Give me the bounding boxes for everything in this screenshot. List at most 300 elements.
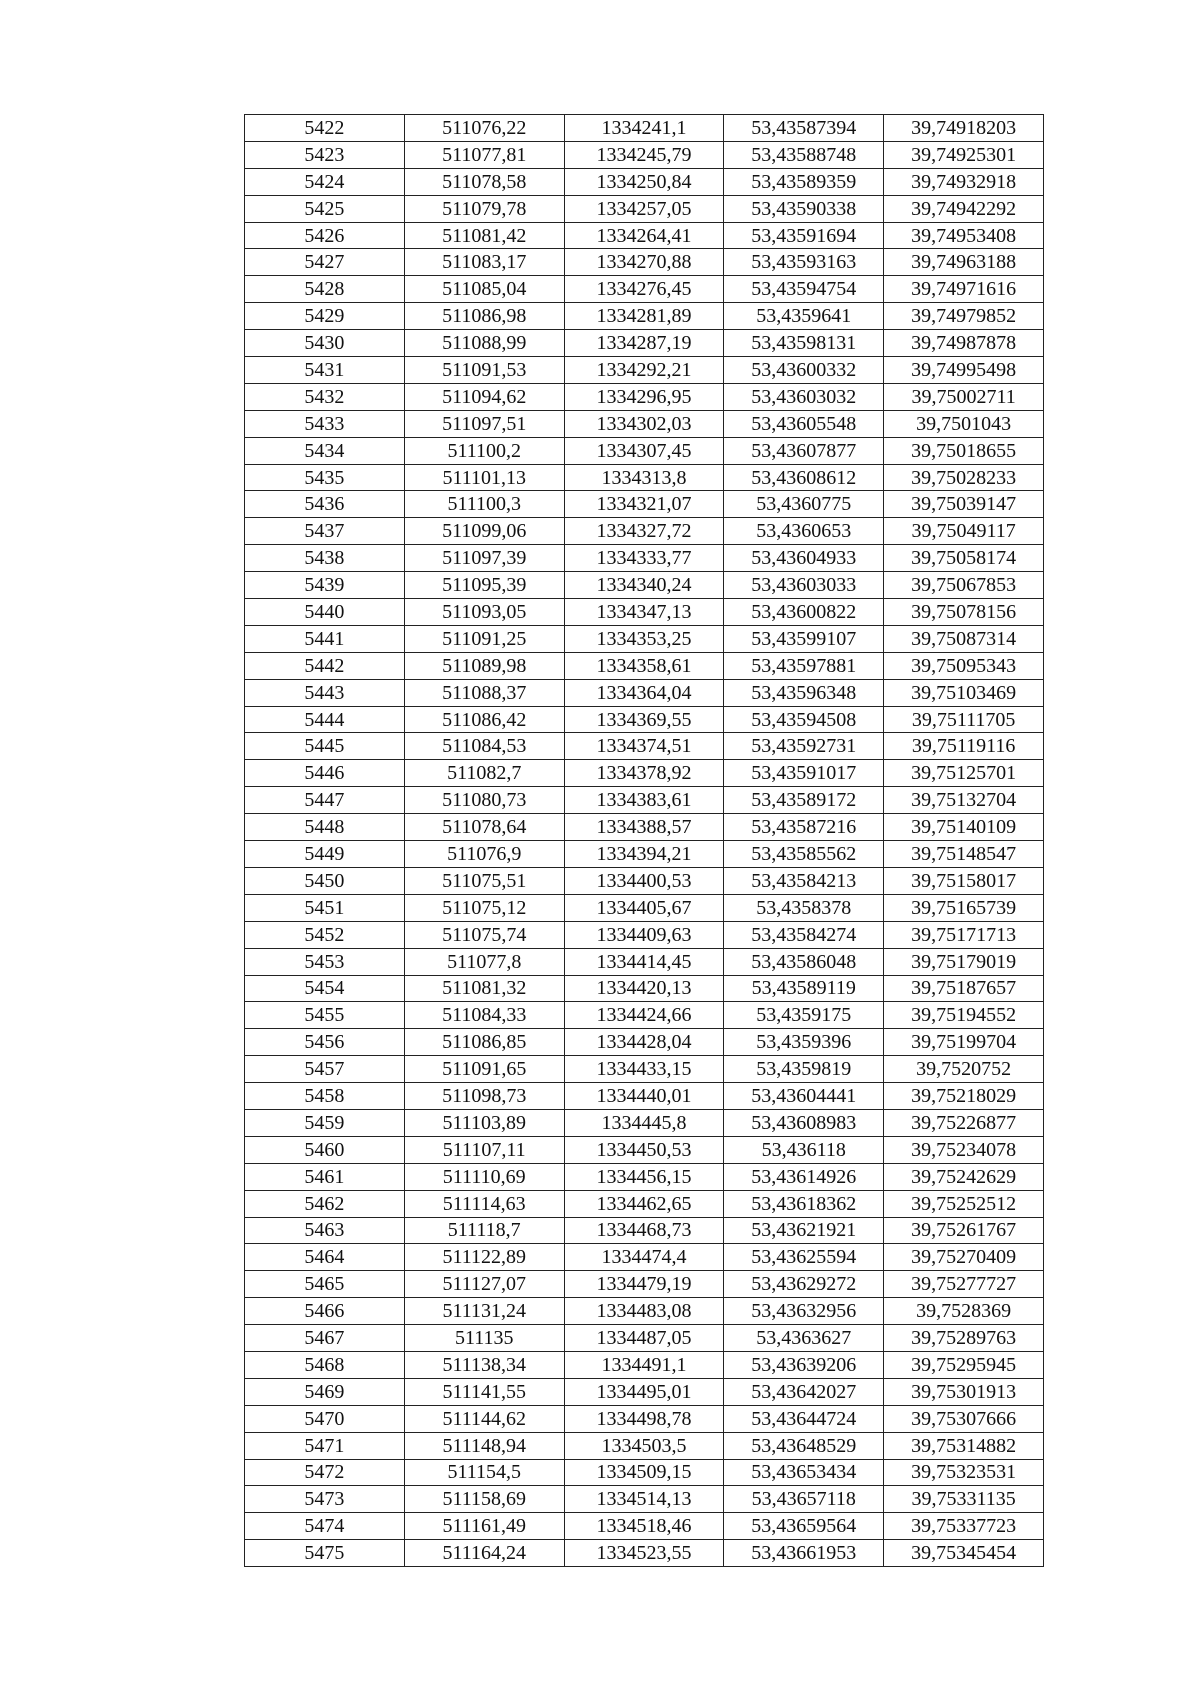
table-row — [245, 357, 1044, 384]
x-coordinate-cell: 511091,25 — [404, 625, 564, 652]
longitude-cell: 39,75158017 — [884, 867, 1044, 894]
table-row — [245, 975, 1044, 1002]
x-coordinate-cell: 511075,51 — [404, 867, 564, 894]
point-number-cell: 5466 — [245, 1298, 405, 1325]
longitude-cell: 39,74995498 — [884, 357, 1044, 384]
latitude-cell: 53,43632956 — [724, 1298, 884, 1325]
longitude-cell: 39,74925301 — [884, 141, 1044, 168]
point-number-cell: 5460 — [245, 1136, 405, 1163]
latitude-cell: 53,43639206 — [724, 1351, 884, 1378]
point-number-cell: 5440 — [245, 599, 405, 626]
y-coordinate-cell: 1334276,45 — [564, 276, 724, 303]
latitude-cell: 53,43648529 — [724, 1432, 884, 1459]
x-coordinate-cell: 511100,2 — [404, 437, 564, 464]
y-coordinate-cell: 1334498,78 — [564, 1405, 724, 1432]
y-coordinate-cell: 1334292,21 — [564, 357, 724, 384]
point-number-cell: 5441 — [245, 625, 405, 652]
x-coordinate-cell: 511097,51 — [404, 410, 564, 437]
table-row — [245, 787, 1044, 814]
point-number-cell: 5472 — [245, 1459, 405, 1486]
longitude-cell: 39,74971616 — [884, 276, 1044, 303]
x-coordinate-cell: 511080,73 — [404, 787, 564, 814]
y-coordinate-cell: 1334374,51 — [564, 733, 724, 760]
y-coordinate-cell: 1334270,88 — [564, 249, 724, 276]
latitude-cell: 53,43589172 — [724, 787, 884, 814]
latitude-cell: 53,43629272 — [724, 1271, 884, 1298]
table-row — [245, 115, 1044, 142]
y-coordinate-cell: 1334369,55 — [564, 706, 724, 733]
latitude-cell: 53,4359819 — [724, 1056, 884, 1083]
longitude-cell: 39,74942292 — [884, 195, 1044, 222]
table-row — [245, 1136, 1044, 1163]
x-coordinate-cell: 511084,53 — [404, 733, 564, 760]
x-coordinate-cell: 511135 — [404, 1325, 564, 1352]
x-coordinate-cell: 511084,33 — [404, 1002, 564, 1029]
latitude-cell: 53,43594754 — [724, 276, 884, 303]
y-coordinate-cell: 1334313,8 — [564, 464, 724, 491]
table-row — [245, 733, 1044, 760]
x-coordinate-cell: 511161,49 — [404, 1513, 564, 1540]
point-number-cell: 5456 — [245, 1029, 405, 1056]
x-coordinate-cell: 511078,64 — [404, 814, 564, 841]
y-coordinate-cell: 1334340,24 — [564, 572, 724, 599]
x-coordinate-cell: 511093,05 — [404, 599, 564, 626]
table-row — [245, 1163, 1044, 1190]
longitude-cell: 39,75234078 — [884, 1136, 1044, 1163]
point-number-cell: 5465 — [245, 1271, 405, 1298]
y-coordinate-cell: 1334514,13 — [564, 1486, 724, 1513]
y-coordinate-cell: 1334523,55 — [564, 1540, 724, 1567]
latitude-cell: 53,43586048 — [724, 948, 884, 975]
latitude-cell: 53,43661953 — [724, 1540, 884, 1567]
y-coordinate-cell: 1334327,72 — [564, 518, 724, 545]
point-number-cell: 5451 — [245, 894, 405, 921]
point-number-cell: 5429 — [245, 303, 405, 330]
point-number-cell: 5432 — [245, 383, 405, 410]
latitude-cell: 53,43600822 — [724, 599, 884, 626]
longitude-cell: 39,74963188 — [884, 249, 1044, 276]
point-number-cell: 5442 — [245, 652, 405, 679]
latitude-cell: 53,43585562 — [724, 841, 884, 868]
point-number-cell: 5438 — [245, 545, 405, 572]
point-number-cell: 5425 — [245, 195, 405, 222]
longitude-cell: 39,75307666 — [884, 1405, 1044, 1432]
x-coordinate-cell: 511076,9 — [404, 841, 564, 868]
longitude-cell: 39,75242629 — [884, 1163, 1044, 1190]
latitude-cell: 53,43594508 — [724, 706, 884, 733]
longitude-cell: 39,75226877 — [884, 1109, 1044, 1136]
longitude-cell: 39,75218029 — [884, 1083, 1044, 1110]
point-number-cell: 5462 — [245, 1190, 405, 1217]
x-coordinate-cell: 511086,42 — [404, 706, 564, 733]
longitude-cell: 39,75058174 — [884, 545, 1044, 572]
table-row — [245, 168, 1044, 195]
point-number-cell: 5448 — [245, 814, 405, 841]
y-coordinate-cell: 1334509,15 — [564, 1459, 724, 1486]
point-number-cell: 5470 — [245, 1405, 405, 1432]
x-coordinate-cell: 511103,89 — [404, 1109, 564, 1136]
latitude-cell: 53,43608612 — [724, 464, 884, 491]
point-number-cell: 5446 — [245, 760, 405, 787]
y-coordinate-cell: 1334479,19 — [564, 1271, 724, 1298]
x-coordinate-cell: 511158,69 — [404, 1486, 564, 1513]
table-row — [245, 1540, 1044, 1567]
latitude-cell: 53,43603033 — [724, 572, 884, 599]
y-coordinate-cell: 1334333,77 — [564, 545, 724, 572]
point-number-cell: 5450 — [245, 867, 405, 894]
table-row — [245, 1002, 1044, 1029]
point-number-cell: 5464 — [245, 1244, 405, 1271]
table-row — [245, 1190, 1044, 1217]
table-row — [245, 1244, 1044, 1271]
point-number-cell: 5474 — [245, 1513, 405, 1540]
longitude-cell: 39,7528369 — [884, 1298, 1044, 1325]
point-number-cell: 5426 — [245, 222, 405, 249]
y-coordinate-cell: 1334468,73 — [564, 1217, 724, 1244]
point-number-cell: 5444 — [245, 706, 405, 733]
x-coordinate-cell: 511086,98 — [404, 303, 564, 330]
point-number-cell: 5431 — [245, 357, 405, 384]
longitude-cell: 39,75125701 — [884, 760, 1044, 787]
point-number-cell: 5428 — [245, 276, 405, 303]
table-row — [245, 625, 1044, 652]
longitude-cell: 39,75078156 — [884, 599, 1044, 626]
longitude-cell: 39,75277727 — [884, 1271, 1044, 1298]
table-row — [245, 1217, 1044, 1244]
longitude-cell: 39,75194552 — [884, 1002, 1044, 1029]
longitude-cell: 39,74953408 — [884, 222, 1044, 249]
y-coordinate-cell: 1334241,1 — [564, 115, 724, 142]
latitude-cell: 53,43598131 — [724, 330, 884, 357]
point-number-cell: 5435 — [245, 464, 405, 491]
table-row — [245, 1432, 1044, 1459]
y-coordinate-cell: 1334518,46 — [564, 1513, 724, 1540]
x-coordinate-cell: 511144,62 — [404, 1405, 564, 1432]
x-coordinate-cell: 511088,99 — [404, 330, 564, 357]
point-number-cell: 5427 — [245, 249, 405, 276]
longitude-cell: 39,74918203 — [884, 115, 1044, 142]
table-row — [245, 679, 1044, 706]
longitude-cell: 39,75148547 — [884, 841, 1044, 868]
y-coordinate-cell: 1334462,65 — [564, 1190, 724, 1217]
table-row — [245, 437, 1044, 464]
point-number-cell: 5447 — [245, 787, 405, 814]
y-coordinate-cell: 1334409,63 — [564, 921, 724, 948]
point-number-cell: 5436 — [245, 491, 405, 518]
y-coordinate-cell: 1334364,04 — [564, 679, 724, 706]
x-coordinate-cell: 511083,17 — [404, 249, 564, 276]
x-coordinate-cell: 511094,62 — [404, 383, 564, 410]
point-number-cell: 5445 — [245, 733, 405, 760]
table-row — [245, 652, 1044, 679]
longitude-cell: 39,75331135 — [884, 1486, 1044, 1513]
x-coordinate-cell: 511077,81 — [404, 141, 564, 168]
table-row — [245, 1298, 1044, 1325]
table-row — [245, 195, 1044, 222]
longitude-cell: 39,75323531 — [884, 1459, 1044, 1486]
x-coordinate-cell: 511138,34 — [404, 1351, 564, 1378]
latitude-cell: 53,4363627 — [724, 1325, 884, 1352]
latitude-cell: 53,43592731 — [724, 733, 884, 760]
y-coordinate-cell: 1334495,01 — [564, 1378, 724, 1405]
x-coordinate-cell: 511077,8 — [404, 948, 564, 975]
latitude-cell: 53,43599107 — [724, 625, 884, 652]
x-coordinate-cell: 511085,04 — [404, 276, 564, 303]
point-number-cell: 5463 — [245, 1217, 405, 1244]
x-coordinate-cell: 511076,22 — [404, 115, 564, 142]
latitude-cell: 53,4359396 — [724, 1029, 884, 1056]
latitude-cell: 53,4360653 — [724, 518, 884, 545]
point-number-cell: 5471 — [245, 1432, 405, 1459]
longitude-cell: 39,75199704 — [884, 1029, 1044, 1056]
table-row — [245, 330, 1044, 357]
x-coordinate-cell: 511154,5 — [404, 1459, 564, 1486]
latitude-cell: 53,43596348 — [724, 679, 884, 706]
x-coordinate-cell: 511164,24 — [404, 1540, 564, 1567]
point-number-cell: 5443 — [245, 679, 405, 706]
longitude-cell: 39,75049117 — [884, 518, 1044, 545]
point-number-cell: 5424 — [245, 168, 405, 195]
latitude-cell: 53,43644724 — [724, 1405, 884, 1432]
x-coordinate-cell: 511107,11 — [404, 1136, 564, 1163]
table-row — [245, 706, 1044, 733]
x-coordinate-cell: 511101,13 — [404, 464, 564, 491]
latitude-cell: 53,43589359 — [724, 168, 884, 195]
longitude-cell: 39,75179019 — [884, 948, 1044, 975]
table-row — [245, 1486, 1044, 1513]
point-number-cell: 5439 — [245, 572, 405, 599]
latitude-cell: 53,43589119 — [724, 975, 884, 1002]
longitude-cell: 39,75171713 — [884, 921, 1044, 948]
table-row — [245, 1271, 1044, 1298]
point-number-cell: 5430 — [245, 330, 405, 357]
table-row — [245, 760, 1044, 787]
latitude-cell: 53,43591017 — [724, 760, 884, 787]
table-row — [245, 249, 1044, 276]
latitude-cell: 53,43604441 — [724, 1083, 884, 1110]
x-coordinate-cell: 511097,39 — [404, 545, 564, 572]
latitude-cell: 53,43642027 — [724, 1378, 884, 1405]
point-number-cell: 5461 — [245, 1163, 405, 1190]
longitude-cell: 39,75187657 — [884, 975, 1044, 1002]
x-coordinate-cell: 511079,78 — [404, 195, 564, 222]
x-coordinate-cell: 511095,39 — [404, 572, 564, 599]
y-coordinate-cell: 1334302,03 — [564, 410, 724, 437]
y-coordinate-cell: 1334450,53 — [564, 1136, 724, 1163]
longitude-cell: 39,75095343 — [884, 652, 1044, 679]
point-number-cell: 5467 — [245, 1325, 405, 1352]
latitude-cell: 53,43659564 — [724, 1513, 884, 1540]
latitude-cell: 53,43587394 — [724, 115, 884, 142]
y-coordinate-cell: 1334321,07 — [564, 491, 724, 518]
latitude-cell: 53,43597881 — [724, 652, 884, 679]
longitude-cell: 39,75314882 — [884, 1432, 1044, 1459]
x-coordinate-cell: 511088,37 — [404, 679, 564, 706]
longitude-cell: 39,75261767 — [884, 1217, 1044, 1244]
latitude-cell: 53,43593163 — [724, 249, 884, 276]
y-coordinate-cell: 1334445,8 — [564, 1109, 724, 1136]
y-coordinate-cell: 1334383,61 — [564, 787, 724, 814]
y-coordinate-cell: 1334400,53 — [564, 867, 724, 894]
longitude-cell: 39,75103469 — [884, 679, 1044, 706]
y-coordinate-cell: 1334483,08 — [564, 1298, 724, 1325]
latitude-cell: 53,43618362 — [724, 1190, 884, 1217]
latitude-cell: 53,4359175 — [724, 1002, 884, 1029]
table-row — [245, 491, 1044, 518]
latitude-cell: 53,4358378 — [724, 894, 884, 921]
point-number-cell: 5422 — [245, 115, 405, 142]
table-row — [245, 410, 1044, 437]
longitude-cell: 39,75270409 — [884, 1244, 1044, 1271]
x-coordinate-cell: 511091,65 — [404, 1056, 564, 1083]
point-number-cell: 5475 — [245, 1540, 405, 1567]
longitude-cell: 39,75301913 — [884, 1378, 1044, 1405]
table-row — [245, 1459, 1044, 1486]
table-row — [245, 948, 1044, 975]
x-coordinate-cell: 511100,3 — [404, 491, 564, 518]
y-coordinate-cell: 1334287,19 — [564, 330, 724, 357]
x-coordinate-cell: 511081,32 — [404, 975, 564, 1002]
longitude-cell: 39,75002711 — [884, 383, 1044, 410]
y-coordinate-cell: 1334281,89 — [564, 303, 724, 330]
longitude-cell: 39,74932918 — [884, 168, 1044, 195]
y-coordinate-cell: 1334491,1 — [564, 1351, 724, 1378]
x-coordinate-cell: 511131,24 — [404, 1298, 564, 1325]
point-number-cell: 5423 — [245, 141, 405, 168]
longitude-cell: 39,74979852 — [884, 303, 1044, 330]
table-row — [245, 383, 1044, 410]
y-coordinate-cell: 1334378,92 — [564, 760, 724, 787]
table-row — [245, 1351, 1044, 1378]
x-coordinate-cell: 511086,85 — [404, 1029, 564, 1056]
x-coordinate-cell: 511127,07 — [404, 1271, 564, 1298]
table-row — [245, 464, 1044, 491]
y-coordinate-cell: 1334358,61 — [564, 652, 724, 679]
table-row — [245, 1056, 1044, 1083]
x-coordinate-cell: 511099,06 — [404, 518, 564, 545]
x-coordinate-cell: 511082,7 — [404, 760, 564, 787]
longitude-cell: 39,75119116 — [884, 733, 1044, 760]
x-coordinate-cell: 511148,94 — [404, 1432, 564, 1459]
latitude-cell: 53,4360775 — [724, 491, 884, 518]
table-row — [245, 545, 1044, 572]
x-coordinate-cell: 511114,63 — [404, 1190, 564, 1217]
table-row — [245, 867, 1044, 894]
longitude-cell: 39,75295945 — [884, 1351, 1044, 1378]
longitude-cell: 39,75132704 — [884, 787, 1044, 814]
latitude-cell: 53,43603032 — [724, 383, 884, 410]
y-coordinate-cell: 1334433,15 — [564, 1056, 724, 1083]
point-number-cell: 5459 — [245, 1109, 405, 1136]
x-coordinate-cell: 511075,12 — [404, 894, 564, 921]
coordinates-table — [244, 114, 1044, 1567]
longitude-cell: 39,75111705 — [884, 706, 1044, 733]
table-row — [245, 921, 1044, 948]
longitude-cell: 39,7501043 — [884, 410, 1044, 437]
table-row — [245, 599, 1044, 626]
y-coordinate-cell: 1334424,66 — [564, 1002, 724, 1029]
latitude-cell: 53,43653434 — [724, 1459, 884, 1486]
longitude-cell: 39,75028233 — [884, 464, 1044, 491]
y-coordinate-cell: 1334250,84 — [564, 168, 724, 195]
y-coordinate-cell: 1334394,21 — [564, 841, 724, 868]
point-number-cell: 5457 — [245, 1056, 405, 1083]
table-row — [245, 814, 1044, 841]
x-coordinate-cell: 511118,7 — [404, 1217, 564, 1244]
latitude-cell: 53,43607877 — [724, 437, 884, 464]
y-coordinate-cell: 1334245,79 — [564, 141, 724, 168]
longitude-cell: 39,75067853 — [884, 572, 1044, 599]
latitude-cell: 53,4359641 — [724, 303, 884, 330]
x-coordinate-cell: 511075,74 — [404, 921, 564, 948]
y-coordinate-cell: 1334503,5 — [564, 1432, 724, 1459]
table-row — [245, 1029, 1044, 1056]
longitude-cell: 39,75165739 — [884, 894, 1044, 921]
x-coordinate-cell: 511078,58 — [404, 168, 564, 195]
table-row — [245, 841, 1044, 868]
table-row — [245, 1325, 1044, 1352]
latitude-cell: 53,43657118 — [724, 1486, 884, 1513]
latitude-cell: 53,43614926 — [724, 1163, 884, 1190]
coordinates-table-body — [245, 115, 1044, 1567]
longitude-cell: 39,75039147 — [884, 491, 1044, 518]
latitude-cell: 53,436118 — [724, 1136, 884, 1163]
y-coordinate-cell: 1334456,15 — [564, 1163, 724, 1190]
y-coordinate-cell: 1334257,05 — [564, 195, 724, 222]
longitude-cell: 39,75289763 — [884, 1325, 1044, 1352]
latitude-cell: 53,43608983 — [724, 1109, 884, 1136]
latitude-cell: 53,43587216 — [724, 814, 884, 841]
table-row — [245, 1513, 1044, 1540]
table-row — [245, 303, 1044, 330]
longitude-cell: 39,7520752 — [884, 1056, 1044, 1083]
point-number-cell: 5469 — [245, 1378, 405, 1405]
longitude-cell: 39,75018655 — [884, 437, 1044, 464]
y-coordinate-cell: 1334428,04 — [564, 1029, 724, 1056]
table-row — [245, 1378, 1044, 1405]
latitude-cell: 53,43604933 — [724, 545, 884, 572]
longitude-cell: 39,75345454 — [884, 1540, 1044, 1567]
longitude-cell: 39,74987878 — [884, 330, 1044, 357]
x-coordinate-cell: 511089,98 — [404, 652, 564, 679]
table-row — [245, 141, 1044, 168]
point-number-cell: 5468 — [245, 1351, 405, 1378]
point-number-cell: 5453 — [245, 948, 405, 975]
longitude-cell: 39,75140109 — [884, 814, 1044, 841]
y-coordinate-cell: 1334420,13 — [564, 975, 724, 1002]
point-number-cell: 5437 — [245, 518, 405, 545]
table-row — [245, 572, 1044, 599]
table-row — [245, 894, 1044, 921]
latitude-cell: 53,43584274 — [724, 921, 884, 948]
y-coordinate-cell: 1334414,45 — [564, 948, 724, 975]
latitude-cell: 53,43621921 — [724, 1217, 884, 1244]
x-coordinate-cell: 511141,55 — [404, 1378, 564, 1405]
point-number-cell: 5433 — [245, 410, 405, 437]
table-row — [245, 518, 1044, 545]
table-row — [245, 1405, 1044, 1432]
point-number-cell: 5458 — [245, 1083, 405, 1110]
x-coordinate-cell: 511110,69 — [404, 1163, 564, 1190]
y-coordinate-cell: 1334264,41 — [564, 222, 724, 249]
table-row — [245, 1109, 1044, 1136]
x-coordinate-cell: 511091,53 — [404, 357, 564, 384]
table-row — [245, 222, 1044, 249]
latitude-cell: 53,43625594 — [724, 1244, 884, 1271]
point-number-cell: 5449 — [245, 841, 405, 868]
point-number-cell: 5452 — [245, 921, 405, 948]
point-number-cell: 5454 — [245, 975, 405, 1002]
